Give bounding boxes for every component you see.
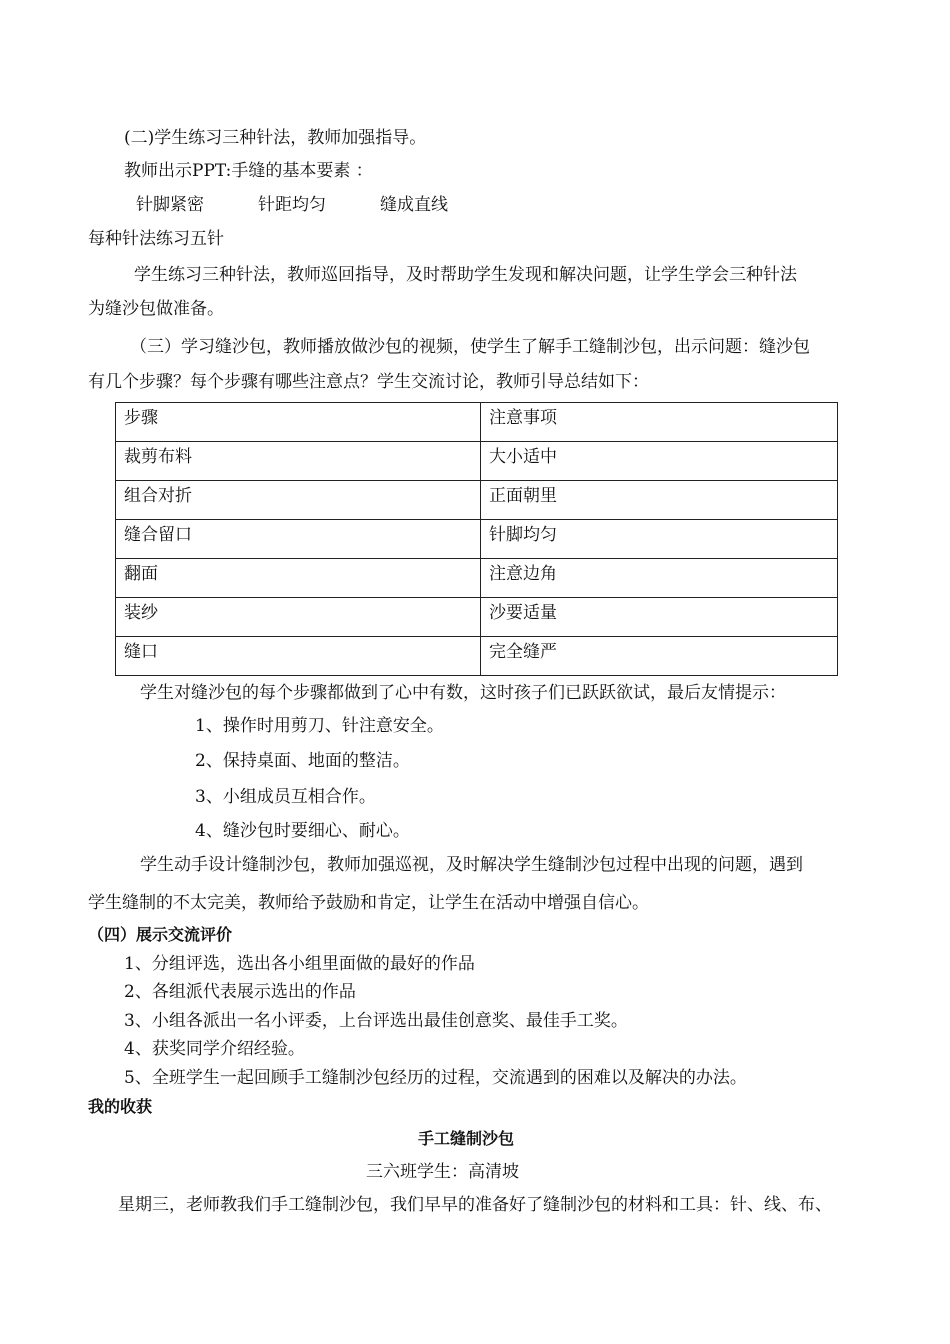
section3-intro: 有几个步骤？每个步骤有哪些注意点？学生交流讨论，教师引导总结如下： — [88, 372, 649, 392]
table-row — [116, 481, 838, 520]
section4-heading: （四）展示交流评价 — [88, 925, 233, 944]
requirement-item: 针距均匀 — [258, 195, 326, 215]
table-cell: 正面朝里 — [481, 481, 838, 520]
paragraph: 为缝沙包做准备。 — [88, 299, 224, 319]
table-cell: 针脚均匀 — [481, 520, 838, 559]
practice-line: 每种针法练习五针 — [88, 229, 224, 249]
list-item: 4、获奖同学介绍经验。 — [124, 1039, 305, 1059]
table-row — [116, 442, 838, 481]
tip-item: 4、缝沙包时要细心、耐心。 — [195, 821, 410, 841]
table-row — [116, 559, 838, 598]
paragraph: 星期三，老师教我们手工缝制沙包，我们早早的准备好了缝制沙包的材料和工具：针、线、布、 — [118, 1195, 832, 1215]
table-cell: 完全缝严 — [481, 637, 838, 676]
table-header-row — [116, 403, 838, 442]
paragraph: 学生对缝沙包的每个步骤都做到了心中有数，这时孩子们已跃跃欲试，最后友情提示： — [140, 683, 786, 703]
table-cell: 翻面 — [116, 559, 481, 598]
tip-item: 1、操作时用剪刀、针注意安全。 — [195, 716, 444, 736]
table-cell: 组合对折 — [116, 481, 481, 520]
table-header-cell: 注意事项 — [481, 403, 838, 442]
table-row — [116, 637, 838, 676]
ppt-line: 教师出示PPT:手缝的基本要素 ： — [124, 161, 373, 181]
table-header-cell: 步骤 — [116, 403, 481, 442]
essay-title: 手工缝制沙包 — [418, 1129, 515, 1148]
steps-table — [115, 402, 838, 676]
table-cell: 裁剪布料 — [116, 442, 481, 481]
requirements-line — [136, 194, 448, 216]
requirement-item: 缝成直线 — [380, 195, 448, 215]
tip-item: 2、保持桌面、地面的整洁。 — [195, 751, 410, 771]
paragraph: 学生练习三种针法，教师巡回指导，及时帮助学生发现和解决问题，让学生学会三种针法 — [134, 265, 797, 285]
list-item: 1、分组评选，选出各小组里面做的最好的作品 — [124, 954, 475, 974]
table-row — [116, 520, 838, 559]
list-item: 3、小组各派出一名小评委，上台评选出最佳创意奖、最佳手工奖。 — [124, 1011, 628, 1031]
table-row — [116, 598, 838, 637]
table-cell: 大小适中 — [481, 442, 838, 481]
table-cell: 沙要适量 — [481, 598, 838, 637]
table-cell: 装纱 — [116, 598, 481, 637]
paragraph: 学生缝制的不太完美，教师给予鼓励和肯定，让学生在活动中增强自信心。 — [88, 893, 649, 913]
requirement-item: 针脚紧密 — [136, 195, 204, 215]
essay-author: 三六班学生：高清坡 — [366, 1162, 519, 1182]
paragraph: 学生动手设计缝制沙包，教师加强巡视，及时解决学生缝制沙包过程中出现的问题，遇到 — [140, 855, 803, 875]
table-cell: 缝口 — [116, 637, 481, 676]
list-item: 2、各组派代表展示选出的作品 — [124, 982, 356, 1002]
harvest-heading: 我的收获 — [88, 1097, 153, 1116]
tip-item: 3、小组成员互相合作。 — [195, 787, 376, 807]
section2-heading: (二)学生练习三种针法，教师加强指导。 — [124, 128, 427, 148]
section3-intro: （三）学习缝沙包，教师播放做沙包的视频，使学生了解手工缝制沙包，出示问题：缝沙包 — [130, 337, 810, 357]
table-cell: 注意边角 — [481, 559, 838, 598]
list-item: 5、全班学生一起回顾手工缝制沙包经历的过程，交流遇到的困难以及解决的办法。 — [124, 1068, 747, 1088]
table-cell: 缝合留口 — [116, 520, 481, 559]
